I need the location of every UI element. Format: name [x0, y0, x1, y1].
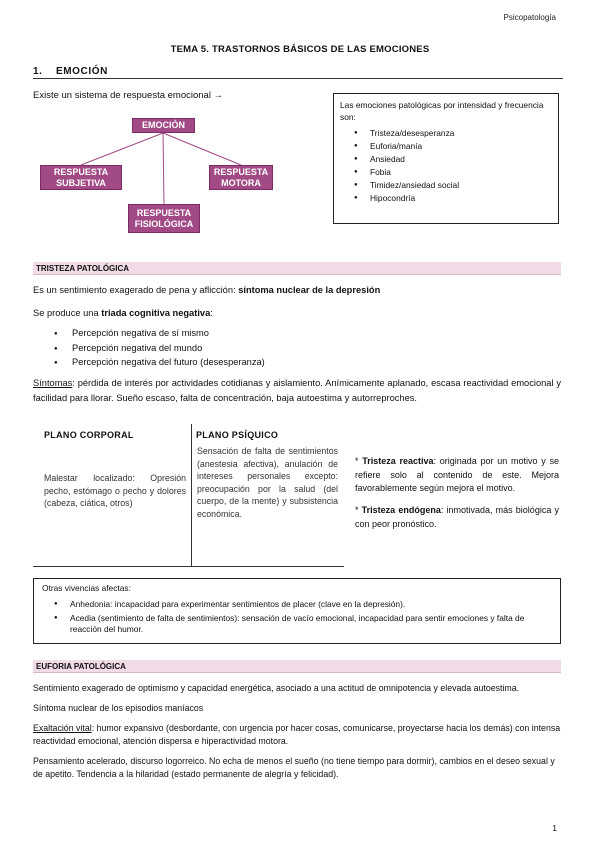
- sintomas-paragraph: Síntomas: pérdida de interés por actividades cotidianas y aislamiento. Anímicamente aplanado, escasa reactividad emocional y facilidad para llorar. Sueño escaso, falta de concentración, baja autoestima y autorreproches.: [33, 378, 561, 403]
- table-col1-header: PLANO CORPORAL: [44, 430, 134, 440]
- note-endogena: * Tristeza endógena: inmotivada, más biológica y con peor pronóstico.: [355, 505, 559, 529]
- document-title: TEMA 5. TRASTORNOS BÁSICOS DE LAS EMOCIONES: [170, 44, 430, 55]
- tristeza-band: TRISTEZA PATOLÓGICA: [33, 262, 561, 275]
- list-item: ● Timidez/ansiedad social: [370, 179, 552, 192]
- list-item: ● Percepción negativa del mundo: [72, 341, 265, 356]
- table-divider-horizontal: [33, 566, 344, 567]
- list-item: ● Ansiedad: [370, 153, 552, 166]
- triad-intro: Se produce una triada cognitiva negativa:: [33, 308, 213, 318]
- header-subject: Psicopatología: [503, 13, 556, 22]
- pathological-list: [340, 127, 552, 205]
- connector-fisiologica: [163, 133, 164, 204]
- list-item: ● Euforia/manía: [370, 140, 552, 153]
- list-item: ● Hipocondría: [370, 192, 552, 205]
- note-reactiva: * Tristeza reactiva: originada por un motivo y se refiere solo al contenido de este. Mejora favorablemente según mejora el motivo.: [355, 456, 559, 493]
- pathological-heading: Las emociones patológicas por intensidad y frecuencia son:: [340, 100, 544, 122]
- list-item: ● Fobia: [370, 166, 552, 179]
- diagram-node-subjetiva: RESPUESTA SUBJETIVA: [40, 165, 122, 190]
- otras-vivencias-box: [33, 578, 561, 644]
- table-col2-header: PLANO PSÍQUICO: [196, 430, 279, 440]
- euforia-band: EUFORIA PATOLÓGICA: [33, 660, 561, 673]
- list-item: ● Acedia (sentimiento de falta de sentimientos): sensación de vacío emocional, incapacidad para sentir emociones y falta de reacción del humor.: [70, 613, 552, 636]
- page-number: 1: [552, 823, 557, 833]
- pathological-emotions-box: [333, 93, 559, 224]
- triad-list: [72, 326, 265, 370]
- tristeza-definition: Es un sentimiento exagerado de pena y aflicción: síntoma nuclear de la depresión: [33, 285, 381, 295]
- list-item: ● Percepción negativa de sí mismo: [72, 326, 265, 341]
- table-col1-cell: Malestar localizado: Opresión pecho, estómago o pecho y dolores (cabeza, ciática, otros): [44, 473, 186, 508]
- diagram-node-motora: RESPUESTA MOTORA: [209, 165, 273, 190]
- list-item: ● Anhedonia: incapacidad para experimentar sentimientos de placer (clave en la depresión).: [70, 599, 552, 611]
- table-divider-vertical: [191, 424, 192, 566]
- table-col2-cell: Sensación de falta de sentimientos (anestesia afectiva), anulación de intereses personales excepto: preocupación por la salud (del cuerpo, de la mente) y subsistencia económica.: [197, 446, 338, 519]
- connector-subjetiva: [81, 133, 163, 165]
- diagram-node-fisiologica: RESPUESTA FISIOLÓGICA: [128, 204, 200, 233]
- otras-list: [42, 599, 552, 636]
- intro-text: Existe un sistema de respuesta emocional →: [33, 90, 224, 101]
- otras-heading: Otras vivencias afectas:: [42, 583, 131, 593]
- section-number: 1.: [33, 66, 43, 77]
- euforia-p1: Sentimiento exagerado de optimismo y capacidad energética, asociado a una actitud de omnipotencia y elevada autoestima.: [33, 683, 520, 693]
- euforia-p4: Pensamiento acelerado, discurso logorreico. No echa de menos el sueño (no tiene tiempo para dormir), cambios en el deseo sexual y de apetito. Tendencia a la hilaridad (estado permanente de alegría y felicidad).: [33, 756, 555, 779]
- list-item: ● Percepción negativa del futuro (desesperanza): [72, 355, 265, 370]
- euforia-p2: Síntoma nuclear de los episodios maníacos: [33, 703, 204, 713]
- connector-motora: [163, 133, 241, 165]
- list-item: ● Tristeza/desesperanza: [370, 127, 552, 140]
- diagram-node-emocion: EMOCIÓN: [132, 118, 195, 133]
- euforia-p3: Exaltación vital: humor expansivo (desbordante, con urgencia por hacer cosas, comunicarse, proyectarse hacia los demás) con intensa reactividad emocional, atención dispersa e hiperactividad motora.: [33, 723, 561, 746]
- section-title: EMOCIÓN: [55, 66, 108, 77]
